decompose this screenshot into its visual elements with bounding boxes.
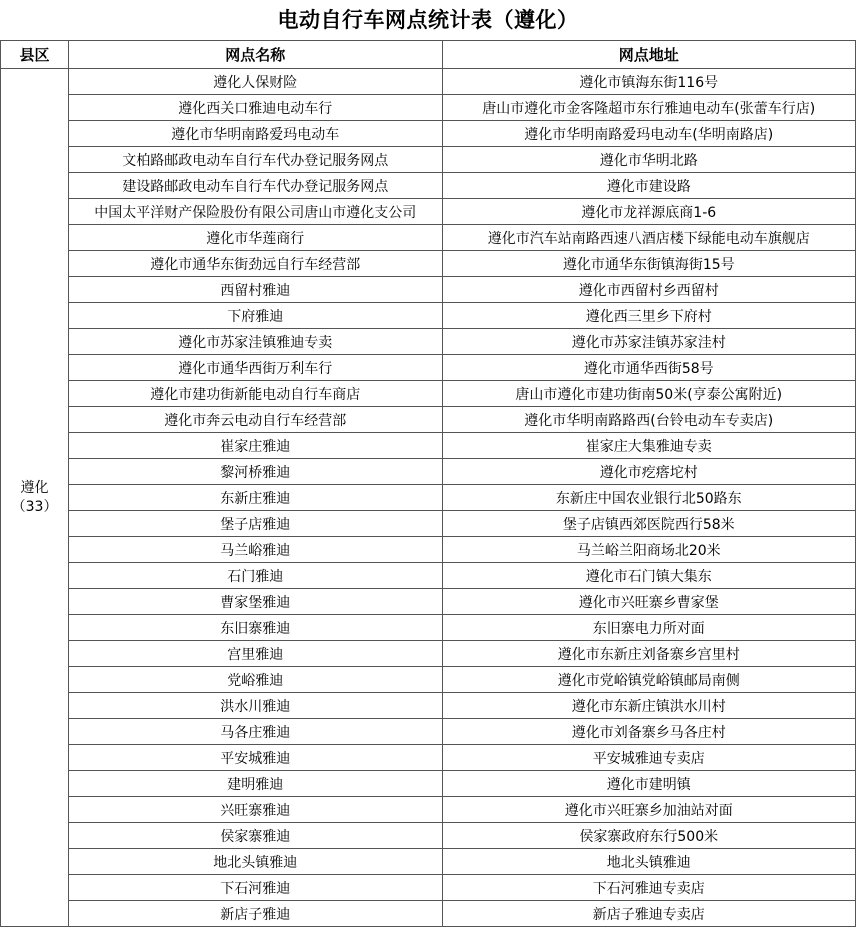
outlet-address-cell: 遵化市华明北路 — [442, 147, 856, 173]
table-row — [1, 875, 856, 901]
table-row — [1, 459, 856, 485]
outlet-name-cell: 新店子雅迪 — [69, 901, 442, 927]
outlet-address-cell: 下石河雅迪专卖店 — [442, 875, 856, 901]
outlet-name-cell: 遵化西关口雅迪电动车行 — [69, 95, 442, 121]
outlet-address-cell: 东旧寨电力所对面 — [442, 615, 856, 641]
outlet-name-cell: 建明雅迪 — [69, 771, 442, 797]
outlet-address-cell: 东新庄中国农业银行北50路东 — [442, 485, 856, 511]
table-row — [1, 69, 856, 95]
outlet-address-cell: 遵化市建设路 — [442, 173, 856, 199]
table-row — [1, 849, 856, 875]
outlet-name-cell: 马各庄雅迪 — [69, 719, 442, 745]
outlet-name-cell: 崔家庄雅迪 — [69, 433, 442, 459]
county-count: （33） — [11, 498, 58, 515]
table-row — [1, 381, 856, 407]
county-name: 遵化 — [20, 479, 49, 496]
outlet-address-cell: 遵化西三里乡下府村 — [442, 303, 856, 329]
outlet-name-cell: 遵化市奔云电动自行车经营部 — [69, 407, 442, 433]
outlet-address-cell: 新店子雅迪专卖店 — [442, 901, 856, 927]
outlet-address-cell: 唐山市遵化市金客隆超市东行雅迪电动车(张蕾车行店) — [442, 95, 856, 121]
table-row — [1, 173, 856, 199]
outlet-address-cell: 遵化市西留村乡西留村 — [442, 277, 856, 303]
table-row — [1, 199, 856, 225]
outlet-name-cell: 党峪雅迪 — [69, 667, 442, 693]
table-row — [1, 537, 856, 563]
table-row — [1, 225, 856, 251]
table-row — [1, 667, 856, 693]
outlet-address-cell: 遵化市通华西街58号 — [442, 355, 856, 381]
outlet-name-cell: 曹家堡雅迪 — [69, 589, 442, 615]
table-row — [1, 641, 856, 667]
table-row — [1, 251, 856, 277]
outlet-address-cell: 遵化市石门镇大集东 — [442, 563, 856, 589]
table-row — [1, 563, 856, 589]
outlet-address-cell: 遵化市兴旺寨乡曹家堡 — [442, 589, 856, 615]
table-row — [1, 771, 856, 797]
header-outlet-address: 网点地址 — [442, 41, 856, 69]
table-row — [1, 485, 856, 511]
outlet-address-cell: 堡子店镇西郊医院西行58米 — [442, 511, 856, 537]
table-row — [1, 433, 856, 459]
outlet-address-cell: 遵化市华明南路路西(台铃电动车专卖店) — [442, 407, 856, 433]
table-row — [1, 615, 856, 641]
header-county: 县区 — [1, 41, 69, 69]
table-row — [1, 303, 856, 329]
table-row — [1, 355, 856, 381]
outlet-name-cell: 西留村雅迪 — [69, 277, 442, 303]
outlet-address-cell: 地北头镇雅迪 — [442, 849, 856, 875]
outlet-name-cell: 遵化市建功街新能电动自行车商店 — [69, 381, 442, 407]
page-title: 电动自行车网点统计表（遵化） — [277, 8, 579, 32]
table-header-row — [1, 41, 856, 69]
outlet-name-cell: 马兰峪雅迪 — [69, 537, 442, 563]
table-row — [1, 329, 856, 355]
outlet-name-cell: 遵化市苏家洼镇雅迪专卖 — [69, 329, 442, 355]
outlet-table — [0, 40, 856, 927]
outlet-name-cell: 宫里雅迪 — [69, 641, 442, 667]
outlet-address-cell: 遵化市建明镇 — [442, 771, 856, 797]
table-row — [1, 589, 856, 615]
table-body — [1, 69, 856, 927]
outlet-name-cell: 东旧寨雅迪 — [69, 615, 442, 641]
outlet-address-cell: 遵化市镇海东街116号 — [442, 69, 856, 95]
table-row — [1, 745, 856, 771]
table-row — [1, 147, 856, 173]
outlet-address-cell: 马兰峪兰阳商场北20米 — [442, 537, 856, 563]
outlet-address-cell: 遵化市党峪镇党峪镇邮局南侧 — [442, 667, 856, 693]
outlet-address-cell: 遵化市龙祥源底商1-6 — [442, 199, 856, 225]
outlet-address-cell: 平安城雅迪专卖店 — [442, 745, 856, 771]
outlet-name-cell: 遵化市华莲商行 — [69, 225, 442, 251]
outlet-name-cell: 遵化市华明南路爱玛电动车 — [69, 121, 442, 147]
outlet-name-cell: 下石河雅迪 — [69, 875, 442, 901]
county-cell — [1, 69, 69, 927]
outlet-address-cell: 遵化市疙瘩坨村 — [442, 459, 856, 485]
table-row — [1, 719, 856, 745]
outlet-address-cell: 遵化市兴旺寨乡加油站对面 — [442, 797, 856, 823]
outlet-address-cell: 唐山市遵化市建功街南50米(亨泰公寓附近) — [442, 381, 856, 407]
outlet-address-cell: 遵化市汽车站南路西速八酒店楼下绿能电动车旗舰店 — [442, 225, 856, 251]
outlet-address-cell: 崔家庄大集雅迪专卖 — [442, 433, 856, 459]
outlet-address-cell: 侯家寨政府东行500米 — [442, 823, 856, 849]
table-row — [1, 407, 856, 433]
outlet-address-cell: 遵化市东新庄刘备寨乡宫里村 — [442, 641, 856, 667]
table-row — [1, 95, 856, 121]
outlet-name-cell: 地北头镇雅迪 — [69, 849, 442, 875]
outlet-address-cell: 遵化市华明南路爱玛电动车(华明南路店) — [442, 121, 856, 147]
outlet-name-cell: 下府雅迪 — [69, 303, 442, 329]
outlet-name-cell: 遵化市通华西街万利车行 — [69, 355, 442, 381]
outlet-name-cell: 遵化市通华东街劲远自行车经营部 — [69, 251, 442, 277]
outlet-address-cell: 遵化市东新庄镇洪水川村 — [442, 693, 856, 719]
outlet-name-cell: 文柏路邮政电动车自行车代办登记服务网点 — [69, 147, 442, 173]
header-outlet-name: 网点名称 — [69, 41, 442, 69]
outlet-name-cell: 堡子店雅迪 — [69, 511, 442, 537]
table-row — [1, 511, 856, 537]
outlet-name-cell: 建设路邮政电动车自行车代办登记服务网点 — [69, 173, 442, 199]
outlet-name-cell: 平安城雅迪 — [69, 745, 442, 771]
outlet-address-cell: 遵化市通华东街镇海街15号 — [442, 251, 856, 277]
outlet-address-cell: 遵化市刘备寨乡马各庄村 — [442, 719, 856, 745]
outlet-name-cell: 中国太平洋财产保险股份有限公司唐山市遵化支公司 — [69, 199, 442, 225]
outlet-name-cell: 黎河桥雅迪 — [69, 459, 442, 485]
outlet-name-cell: 兴旺寨雅迪 — [69, 797, 442, 823]
table-row — [1, 121, 856, 147]
table-row — [1, 823, 856, 849]
outlet-address-cell: 遵化市苏家洼镇苏家洼村 — [442, 329, 856, 355]
outlet-name-cell: 遵化人保财险 — [69, 69, 442, 95]
outlet-name-cell: 洪水川雅迪 — [69, 693, 442, 719]
outlet-name-cell: 石门雅迪 — [69, 563, 442, 589]
outlet-name-cell: 侯家寨雅迪 — [69, 823, 442, 849]
table-row — [1, 797, 856, 823]
table-row — [1, 693, 856, 719]
outlet-name-cell: 东新庄雅迪 — [69, 485, 442, 511]
table-row — [1, 901, 856, 927]
table-row — [1, 277, 856, 303]
